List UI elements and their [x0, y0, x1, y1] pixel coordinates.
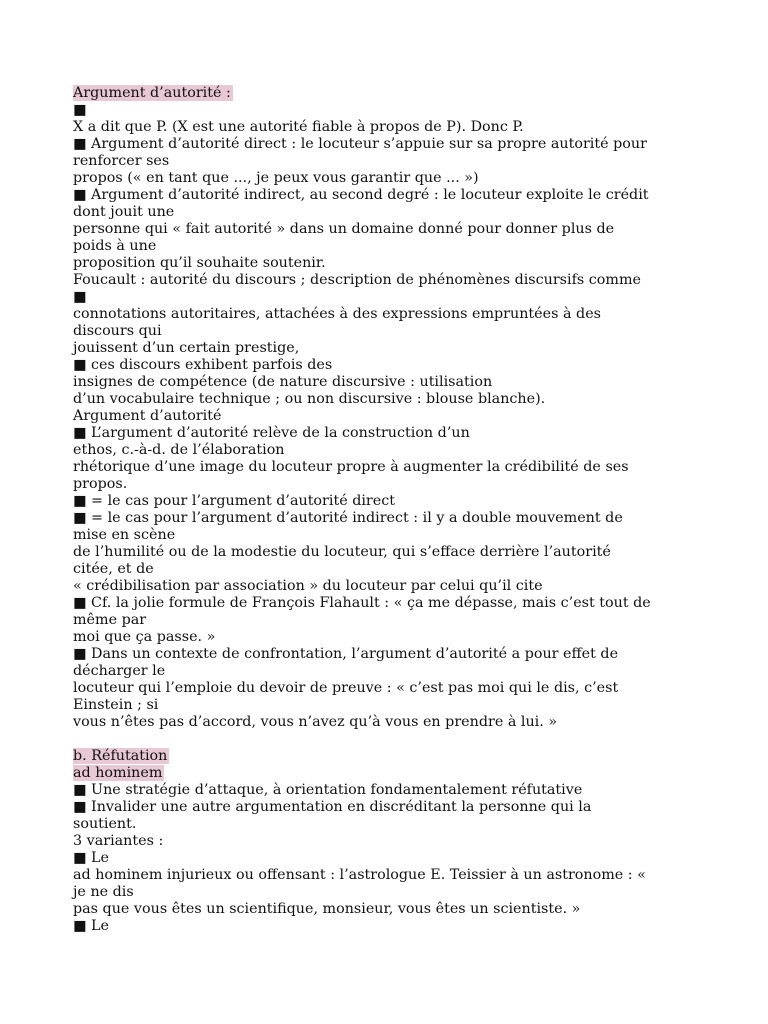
blank-line — [73, 731, 713, 748]
line-text: personne qui « fait autorité » dans un domaine donné pour donner plus de — [73, 221, 615, 237]
text-line — [73, 425, 713, 442]
line-text: rhétorique d’une image du locuteur propre à augmenter la crédibilité de ses — [73, 459, 629, 475]
text-line — [73, 561, 713, 578]
line-text: poids à une — [73, 238, 157, 254]
line-text: vous n’êtes pas d’accord, vous n’avez qu’à vous en prendre à lui. » — [73, 714, 558, 730]
line-text: ■ — [73, 289, 87, 305]
heading-text: Argument d’autorité : — [73, 85, 231, 101]
text-line — [73, 697, 713, 714]
line-text: ■ Argument d’autorité indirect, au second degré : le locuteur exploite le crédit — [73, 187, 649, 203]
line-text: décharger le — [73, 663, 166, 679]
text-line — [73, 476, 713, 493]
line-text: 3 variantes : — [73, 833, 164, 849]
line-text: ■ Invalider une autre argumentation en discréditant la personne qui la — [73, 799, 592, 815]
line-text: propos. — [73, 476, 128, 492]
text-line — [73, 204, 713, 221]
text-line — [73, 782, 713, 799]
text-line — [73, 119, 713, 136]
line-text: dont jouit une — [73, 204, 175, 220]
line-text: locuteur qui l’emploie du devoir de preuve : « c’est pas moi qui le dis, c’est — [73, 680, 619, 696]
heading-text: b. Réfutation — [73, 748, 168, 764]
line-text: moi que ça passe. » — [73, 629, 216, 645]
text-line — [73, 833, 713, 850]
line-text: ■ Argument d’autorité direct : le locuteur s’appuie sur sa propre autorité pour — [73, 136, 647, 152]
text-line — [73, 374, 713, 391]
line-text: ■ ces discours exhibent parfois des — [73, 357, 333, 373]
section-heading — [73, 85, 713, 102]
line-text: ad hominem injurieux ou offensant : l’astrologue E. Teissier à un astronome : « — [73, 867, 646, 883]
text-line — [73, 289, 713, 306]
line-text: ■ Cf. la jolie formule de François Flahault : « ça me dépasse, mais c’est tout de — [73, 595, 651, 611]
text-line — [73, 272, 713, 289]
text-line — [73, 340, 713, 357]
text-line — [73, 816, 713, 833]
heading-text: ad hominem — [73, 765, 163, 781]
text-line — [73, 918, 713, 935]
text-line — [73, 578, 713, 595]
line-text: ■ Le — [73, 918, 110, 934]
line-text: proposition qu’il souhaite soutenir. — [73, 255, 326, 271]
text-line — [73, 136, 713, 153]
line-text: X a dit que P. (X est une autorité fiable à propos de P). Donc P. — [73, 119, 524, 135]
line-text: ■ Le — [73, 850, 110, 866]
text-line — [73, 867, 713, 884]
line-text: je ne dis — [73, 884, 134, 900]
text-line — [73, 459, 713, 476]
line-text: ■ Une stratégie d’attaque, à orientation fondamentalement réfutative — [73, 782, 583, 798]
text-line — [73, 850, 713, 867]
text-line — [73, 629, 713, 646]
text-line — [73, 493, 713, 510]
line-text: pas que vous êtes un scientifique, monsieur, vous êtes un scientiste. » — [73, 901, 581, 917]
text-line — [73, 408, 713, 425]
text-line — [73, 221, 713, 238]
line-text: d’un vocabulaire technique ; ou non discursive : blouse blanche). — [73, 391, 546, 407]
text-line — [73, 544, 713, 561]
line-text: propos (« en tant que ..., je peux vous garantir que ... ») — [73, 170, 479, 186]
text-line — [73, 714, 713, 731]
line-text: de l’humilité ou de la modestie du locuteur, qui s’efface derrière l’autorité — [73, 544, 611, 560]
text-line — [73, 187, 713, 204]
line-text: ■ L’argument d’autorité relève de la construction d’un — [73, 425, 470, 441]
text-line — [73, 102, 713, 119]
line-text: ■ = le cas pour l’argument d’autorité direct — [73, 493, 395, 509]
text-line — [73, 680, 713, 697]
text-line — [73, 663, 713, 680]
line-text: citée, et de — [73, 561, 154, 577]
text-line — [73, 510, 713, 527]
line-text: ■ Dans un contexte de confrontation, l’argument d’autorité a pour effet de — [73, 646, 619, 662]
text-line — [73, 884, 713, 901]
text-line — [73, 799, 713, 816]
line-text: même par — [73, 612, 147, 628]
text-line — [73, 306, 713, 323]
line-text: « crédibilisation par association » du locuteur par celui qu’il cite — [73, 578, 543, 594]
text-line — [73, 391, 713, 408]
text-line — [73, 595, 713, 612]
line-text: ■ — [73, 102, 87, 118]
section-heading — [73, 748, 713, 765]
text-line — [73, 646, 713, 663]
line-text: insignes de compétence (de nature discursive : utilisation — [73, 374, 493, 390]
text-line — [73, 527, 713, 544]
line-text: soutient. — [73, 816, 137, 832]
line-text: ethos, c.-à-d. de l’élaboration — [73, 442, 285, 458]
text-line — [73, 901, 713, 918]
line-text: discours qui — [73, 323, 162, 339]
line-text: Foucault : autorité du discours ; description de phénomènes discursifs comme — [73, 272, 641, 288]
text-line — [73, 238, 713, 255]
section-heading — [73, 765, 713, 782]
text-line — [73, 153, 713, 170]
line-text: jouissent d’un certain prestige, — [73, 340, 300, 356]
document-page — [73, 85, 713, 935]
line-text: renforcer ses — [73, 153, 170, 169]
line-text: Argument d’autorité — [73, 408, 222, 424]
text-line — [73, 612, 713, 629]
line-text: connotations autoritaires, attachées à des expressions empruntées à des — [73, 306, 601, 322]
text-line — [73, 255, 713, 272]
text-line — [73, 442, 713, 459]
line-text: ■ = le cas pour l’argument d’autorité indirect : il y a double mouvement de — [73, 510, 623, 526]
line-text: Einstein ; si — [73, 697, 159, 713]
text-line — [73, 323, 713, 340]
text-line — [73, 170, 713, 187]
line-text: mise en scène — [73, 527, 176, 543]
text-line — [73, 357, 713, 374]
